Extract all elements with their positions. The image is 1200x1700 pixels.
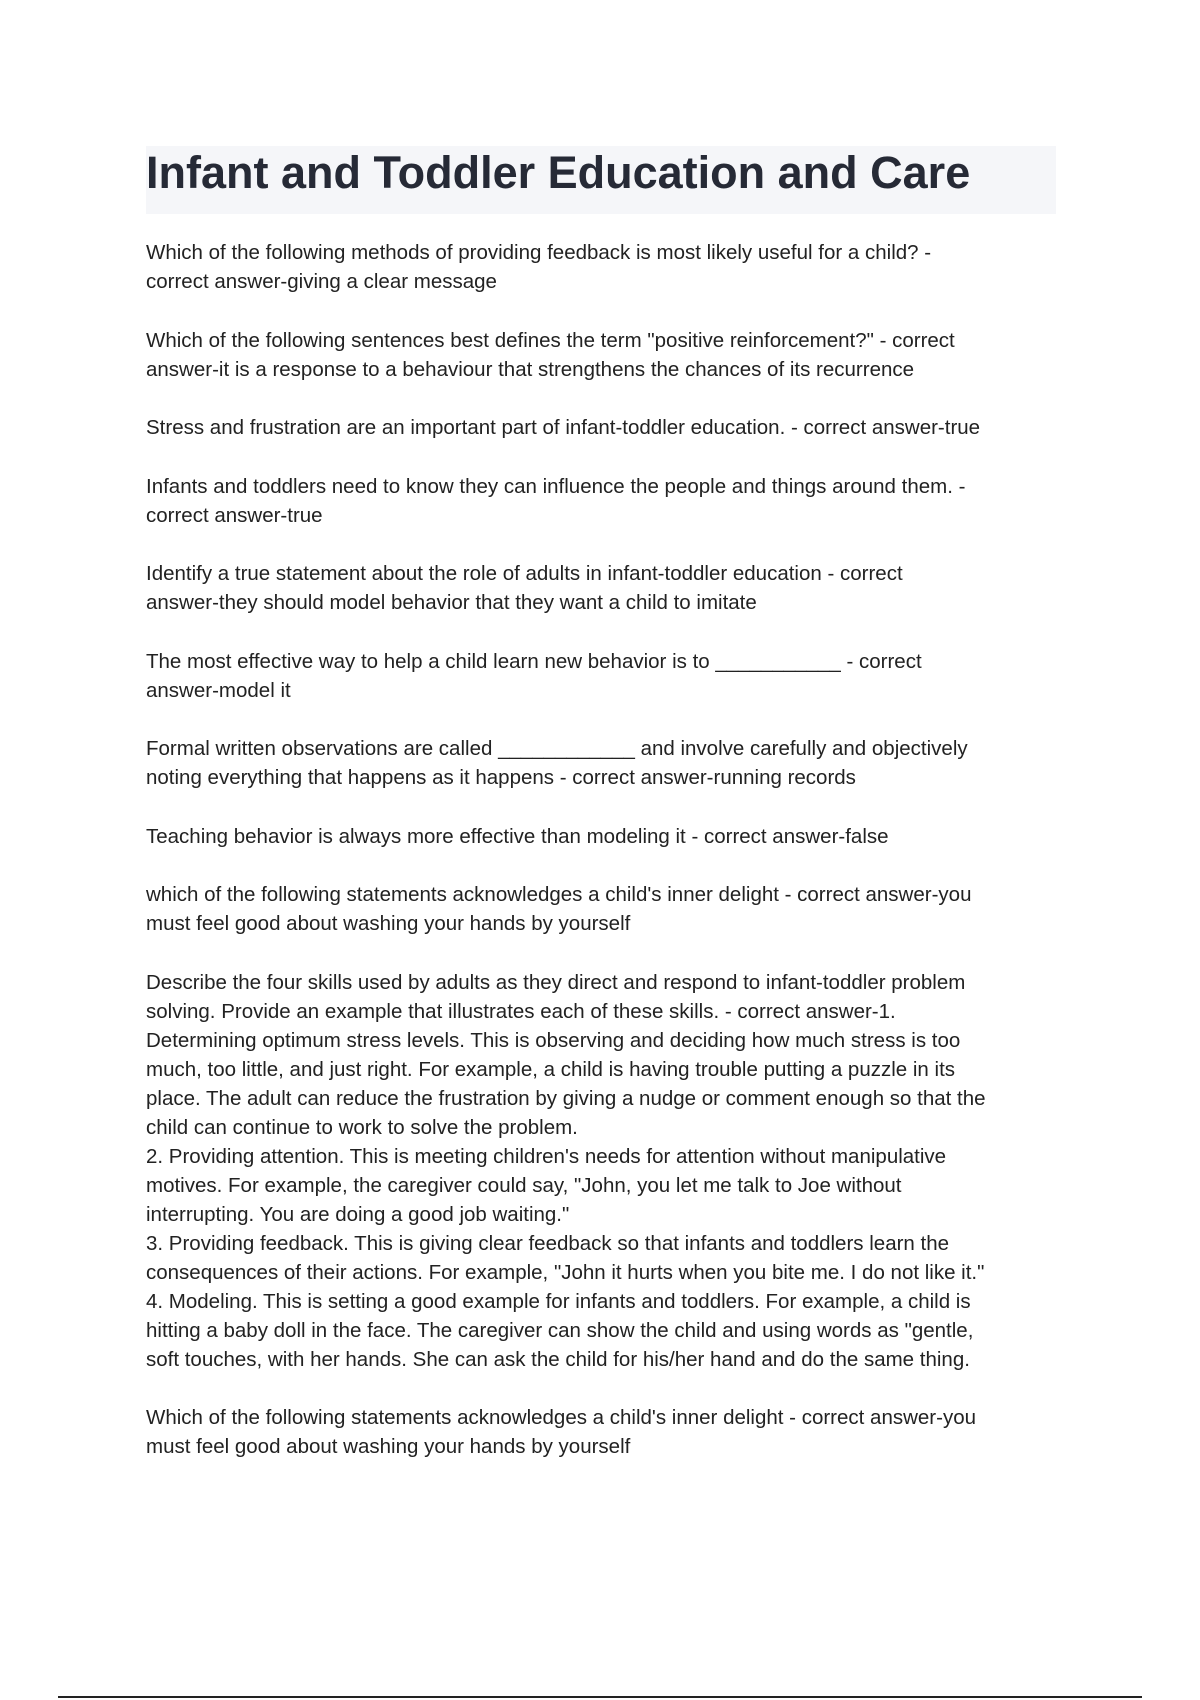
qa-line: correct answer-true [146, 503, 323, 527]
qa-entry [146, 413, 1056, 442]
qa-line: Which of the following methods of providing feedback is most likely useful for a child? - [146, 241, 932, 264]
qa-line: consequences of their actions. For example, "John it hurts when you bite me. I do not like it." [146, 1260, 985, 1284]
qa-line: 3. Providing feedback. This is giving clear feedback so that infants and toddlers learn the [146, 1231, 950, 1255]
qa-line: Identify a true statement about the role of adults in infant-toddler education - correct [146, 562, 903, 585]
qa-line: Stress and frustration are an important part of infant-toddler education. - correct answer-true [146, 416, 981, 439]
qa-entry [146, 822, 1056, 851]
qa-line: child can continue to work to solve the problem. [146, 1115, 578, 1139]
qa-line: The most effective way to help a child learn new behavior is to ___________ - correct [146, 649, 922, 673]
qa-line: correct answer-giving a clear message [146, 270, 497, 293]
qa-entry [146, 968, 1056, 1374]
qa-line: answer-they should model behavior that they want a child to imitate [146, 591, 757, 614]
qa-line: much, too little, and just right. For example, a child is having trouble putting a puzzle in its [146, 1057, 956, 1081]
qa-line: place. The adult can reduce the frustration by giving a nudge or comment enough so that the [146, 1086, 986, 1110]
qa-entry [146, 238, 1056, 296]
qa-entry [146, 559, 1056, 617]
qa-line: hitting a baby doll in the face. The caregiver can show the child and using words as "gentle, [146, 1318, 974, 1342]
qa-entry [146, 647, 1056, 705]
qa-entry [146, 1403, 1056, 1461]
qa-line: motives. For example, the caregiver could say, "John, you let me talk to Joe without [146, 1173, 902, 1197]
qa-line: Formal written observations are called ____________ and involve carefully and objectively [146, 737, 968, 760]
qa-line: answer-model it [146, 678, 291, 702]
qa-list [146, 238, 1056, 1491]
qa-line: Infants and toddlers need to know they can influence the people and things around them. - [146, 474, 966, 498]
qa-line: must feel good about washing your hands by yourself [146, 912, 631, 935]
qa-line: soft touches, with her hands. She can ask the child for his/her hand and do the same thing. [146, 1347, 970, 1371]
qa-line: Determining optimum stress levels. This is observing and deciding how much stress is too [146, 1028, 961, 1052]
qa-line: interrupting. You are doing a good job waiting." [146, 1202, 570, 1226]
qa-entry [146, 880, 1056, 938]
qa-line: solving. Provide an example that illustrates each of these skills. - correct answer-1. [146, 999, 896, 1023]
qa-line: Which of the following sentences best defines the term "positive reinforcement?" - correct [146, 328, 955, 352]
bottom-divider [58, 1696, 1142, 1698]
qa-line: 2. Providing attention. This is meeting children's needs for attention without manipulative [146, 1144, 947, 1168]
qa-line: answer-it is a response to a behaviour that strengthens the chances of its recurrence [146, 357, 915, 381]
qa-entry [146, 326, 1056, 384]
qa-line: Which of the following statements acknowledges a child's inner delight - correct answer-you [146, 1406, 977, 1429]
qa-line: noting everything that happens as it happens - correct answer-running records [146, 766, 856, 789]
qa-entry [146, 472, 1056, 530]
qa-entry [146, 734, 1056, 792]
qa-line: Describe the four skills used by adults as they direct and respond to infant-toddler problem [146, 970, 966, 994]
qa-line: Teaching behavior is always more effective than modeling it - correct answer-false [146, 824, 889, 848]
qa-line: which of the following statements acknowledges a child's inner delight - correct answer-you [146, 883, 972, 906]
qa-line: 4. Modeling. This is setting a good example for infants and toddlers. For example, a child is [146, 1289, 971, 1313]
page-title: Infant and Toddler Education and Care [146, 147, 971, 198]
qa-line: must feel good about washing your hands by yourself [146, 1435, 631, 1458]
